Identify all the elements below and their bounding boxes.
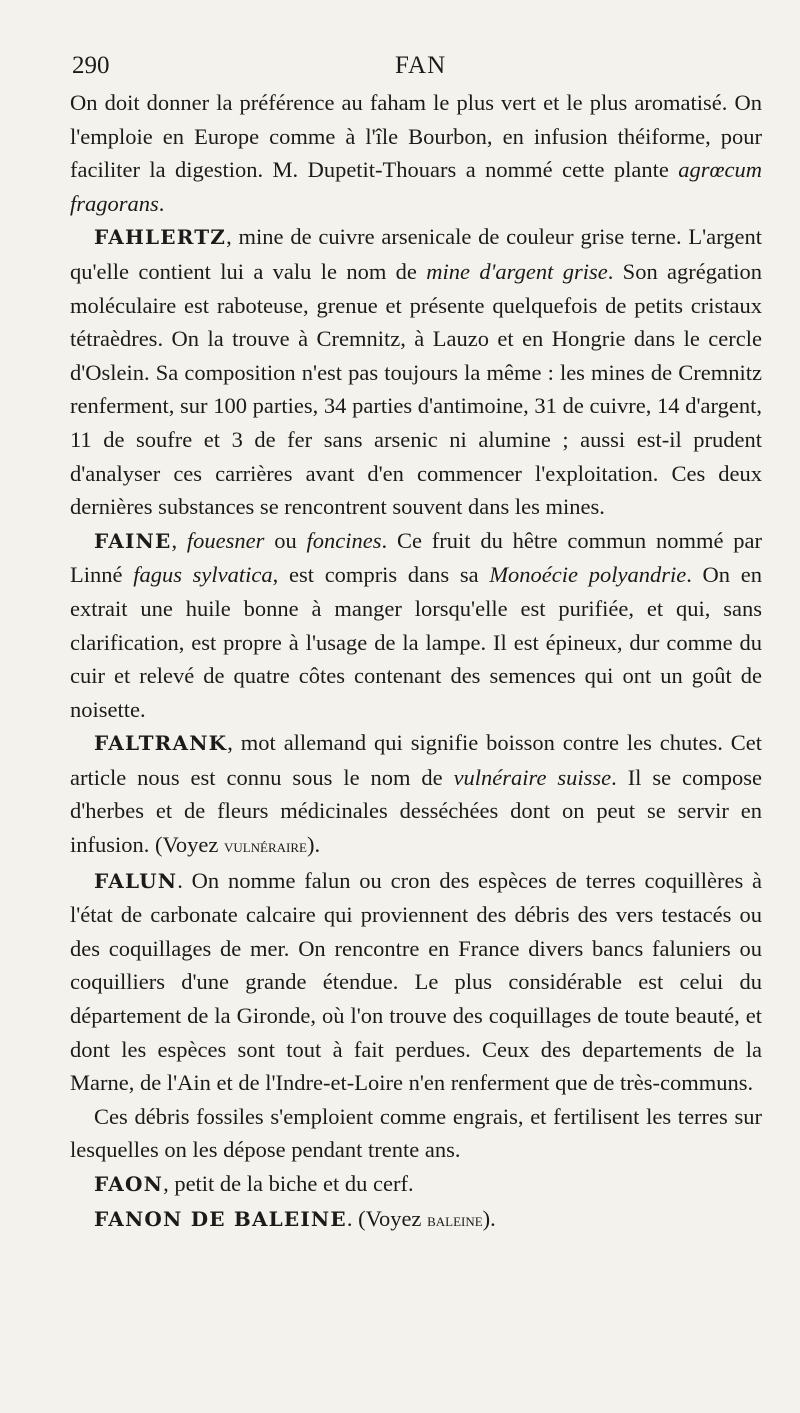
entry-text: ou [264,527,307,553]
headword: FALTRANK [94,731,228,756]
entry-fahlertz [70,220,762,523]
entry-text: , est compris dans sa [272,562,490,588]
entry-text: Ces débris fossiles s'emploient comme engrais, et fertilisent les terres sur lesquelles on les dépose pendant trente ans. [70,1103,762,1163]
italic-term: fouesner [186,527,265,553]
entry-text: , mot allemand qui signifie boisson contre les chutes. Cet article nous est connu sous le nom de [70,730,762,790]
entry-faham-continuation [70,86,762,220]
headword: FAINE [94,528,172,553]
entry-text: . [158,190,165,216]
entry-text: . Ce fruit du hêtre commun nommé par Linné [70,527,763,588]
italic-term: mine d'argent grise [426,258,608,284]
headword: FALUN [94,868,178,893]
entry-text: , [171,527,187,553]
entry-text: . Son agrégation moléculaire est raboteuse, grenue et présente quelquefois de petits cristaux tétraèdres. On la trouve à Cremnitz, à Lauzo et en Hongrie dans le cercle d'Oslein. Sa composition n'est pas toujours la même : les mines de Cremnitz renferment, sur 100 parties, 34 parties d'antimoine, 31 de cuivre, 14 d'argent, 11 de soufre et 3 de fer sans arsenic ni alumine ; aussi est-il prudent d'analyser ces carrières avant d'en commencer l'exploitation. Ces deux dernières substances se rencontrent souvent dans les mines. [70,258,762,520]
page-header [70,46,762,86]
italic-term: agrœcum fragorans [70,157,762,216]
cross-reference: baleine [427,1209,483,1230]
running-head: FAN [395,52,447,79]
entry-faine [70,524,762,727]
headword: FANON DE BALEINE [94,1206,347,1231]
entry-text: On doit donner la préférence au faham le plus vert et le plus aromatisé. On l'emploie en Europe comme à l'île Bourbon, en infusion théiforme, pour faciliter la digestion. M. Dupetit-Thouars a nommé cette plante [70,90,762,183]
entry-text: . On nomme falun ou cron des espèces de terres coquillères à l'état de carbonate calcaire qui proviennent des débris des vers testacés ou des coquillages de mer. On rencontre en France divers bancs faluniers ou coquilliers d'une grande étendue. Le plus considérable est celui du département de la Gironde, où l'on trouve des coquillages de toute beauté, et dont les espèces sont tout à fait perdues. Ceux des departements de la Marne, de l'Ain et de l'Indre-et-Loire n'en renferment que de très-communs. [70,867,762,1096]
entry-text: , mine de cuivre arsenicale de couleur grise terne. L'argent qu'elle contient lui a valu le nom de [70,224,762,284]
entry-text: . Il se compose d'herbes et de fleurs médicinales desséchées dont on peut se servir en infusion. (Voyez [70,764,762,858]
headword: FAHLERTZ [94,225,227,250]
body-text [70,86,762,1237]
headword: FAON [94,1172,164,1196]
entry-falun-paragraph-2 [70,1100,762,1167]
entry-text: ). [307,832,321,858]
italic-term: vulnéraire suisse [453,764,612,790]
entry-faltrank [70,726,762,863]
italic-term: fagus sylvatica [133,562,273,588]
italic-term: Monoécie polyandrie [489,562,687,588]
entry-text: , petit de la biche et du cerf. [163,1171,414,1196]
entry-text: . (Voyez [346,1205,428,1231]
entry-faon [70,1167,762,1202]
entry-fanon-de-baleine [70,1202,762,1238]
entry-falun [70,864,762,1100]
entry-text: . On en extrait une huile bonne à manger lorsqu'elle est purifiée, et qui, sans clarification, est propre à l'usage de la lampe. Il est épineux, dur comme du cuir et relevé de quatre côtes contenant des semences qui ont un goût de noisette. [70,562,763,722]
italic-term: foncines [306,527,382,553]
entry-text: ). [482,1205,496,1231]
cross-reference: vulnéraire [223,836,307,857]
page-number: 290 [72,52,110,79]
